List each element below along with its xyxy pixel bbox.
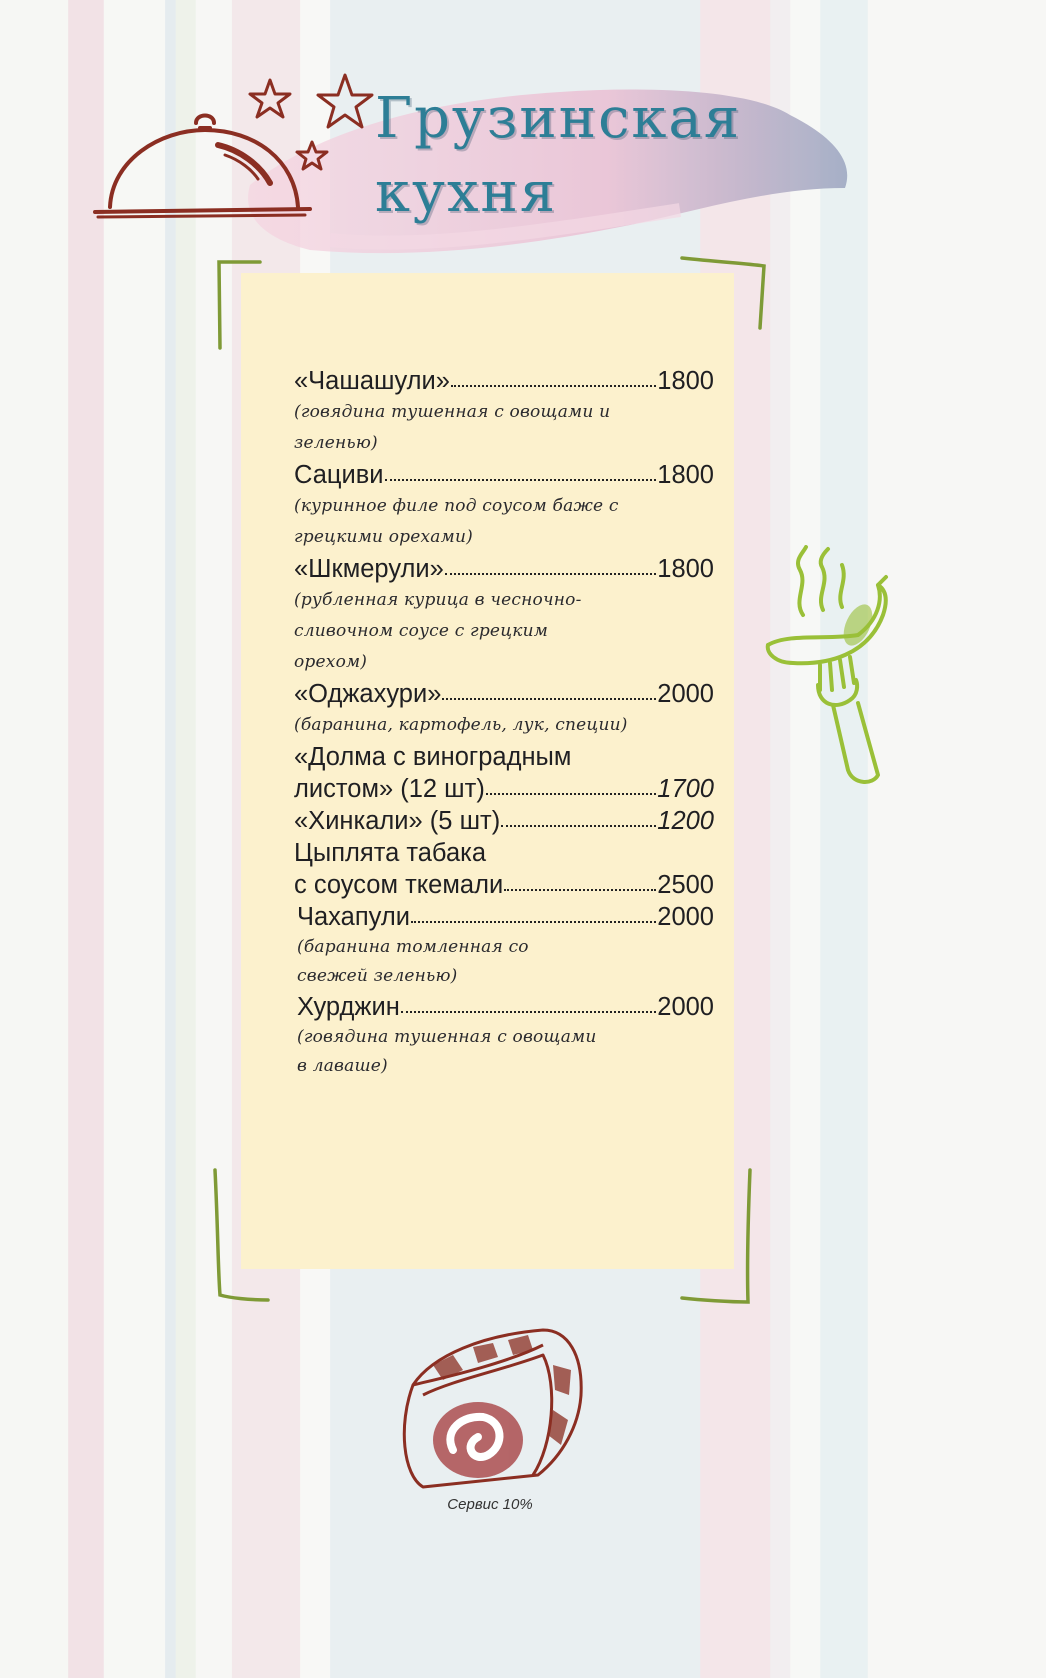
item-name: с соусом ткемали xyxy=(294,871,504,899)
menu-item-satsivi xyxy=(294,459,714,553)
menu-list xyxy=(294,365,714,1081)
item-price: 1800 xyxy=(657,555,714,583)
dot-leader xyxy=(504,869,656,891)
item-name: Сациви xyxy=(294,461,384,489)
item-name: Чахапули xyxy=(297,903,410,931)
dot-leader xyxy=(445,553,656,575)
item-name: листом» (12 шт) xyxy=(294,775,485,803)
item-description: сливочном соусе с грецким xyxy=(294,621,549,641)
menu-item-chakhapuli xyxy=(294,901,714,991)
item-description: (говядина тушенная с овощами и xyxy=(294,402,611,422)
menu-item-dolma xyxy=(294,741,714,805)
dot-leader xyxy=(401,991,656,1013)
menu-item-odzhakhuri xyxy=(294,678,714,741)
item-price: 2000 xyxy=(657,680,714,708)
item-name: «Хинкали» (5 шт) xyxy=(294,807,501,835)
item-description: грецкими орехами) xyxy=(294,527,473,547)
item-name: «Шкмерули» xyxy=(294,555,444,583)
item-price: 2500 xyxy=(657,871,714,899)
meat-roll-icon xyxy=(393,1325,593,1495)
menu-item-tabaka xyxy=(294,837,714,901)
item-price: 1800 xyxy=(657,367,714,395)
item-description: (куринное филе под соусом баже с xyxy=(294,496,619,516)
item-description: зеленью) xyxy=(294,433,378,453)
item-price: 1800 xyxy=(657,461,714,489)
item-description: в лаваше) xyxy=(297,1056,388,1076)
menu-item-chashushuli xyxy=(294,365,714,459)
menu-item-khurdzhin xyxy=(294,991,714,1081)
item-price: 1200 xyxy=(657,807,714,835)
fork-sausage-icon xyxy=(758,545,898,805)
item-name: «Долма с виноградным xyxy=(294,743,572,771)
dot-leader xyxy=(451,365,656,387)
dot-leader xyxy=(411,901,656,923)
title-line-1: Грузинская xyxy=(375,86,742,151)
item-description: орехом) xyxy=(294,652,368,672)
item-description: (говядина тушенная с овощами xyxy=(297,1027,597,1047)
dot-leader xyxy=(486,773,656,795)
item-price: 1700 xyxy=(657,775,714,803)
service-charge-note: Сервис 10% xyxy=(447,1496,533,1513)
item-name: «Оджахури» xyxy=(294,680,442,708)
item-description: (баранина томленная со xyxy=(297,937,529,957)
item-name: Цыплята табака xyxy=(294,839,487,867)
menu-item-shkmeruli xyxy=(294,553,714,678)
item-description: (баранина, картофель, лук, специи) xyxy=(294,715,628,735)
item-description: (рубленная курица в чесночно- xyxy=(294,590,582,610)
title-line-2: кухня xyxy=(375,160,558,225)
dot-leader xyxy=(442,678,656,700)
item-price: 2000 xyxy=(657,993,714,1021)
item-description: свежей зеленью) xyxy=(297,966,458,986)
item-name: Хурджин xyxy=(297,993,400,1021)
item-name: «Чашашули» xyxy=(294,367,450,395)
item-price: 2000 xyxy=(657,903,714,931)
dot-leader xyxy=(501,805,656,827)
dot-leader xyxy=(385,459,657,481)
menu-item-khinkali xyxy=(294,805,714,837)
